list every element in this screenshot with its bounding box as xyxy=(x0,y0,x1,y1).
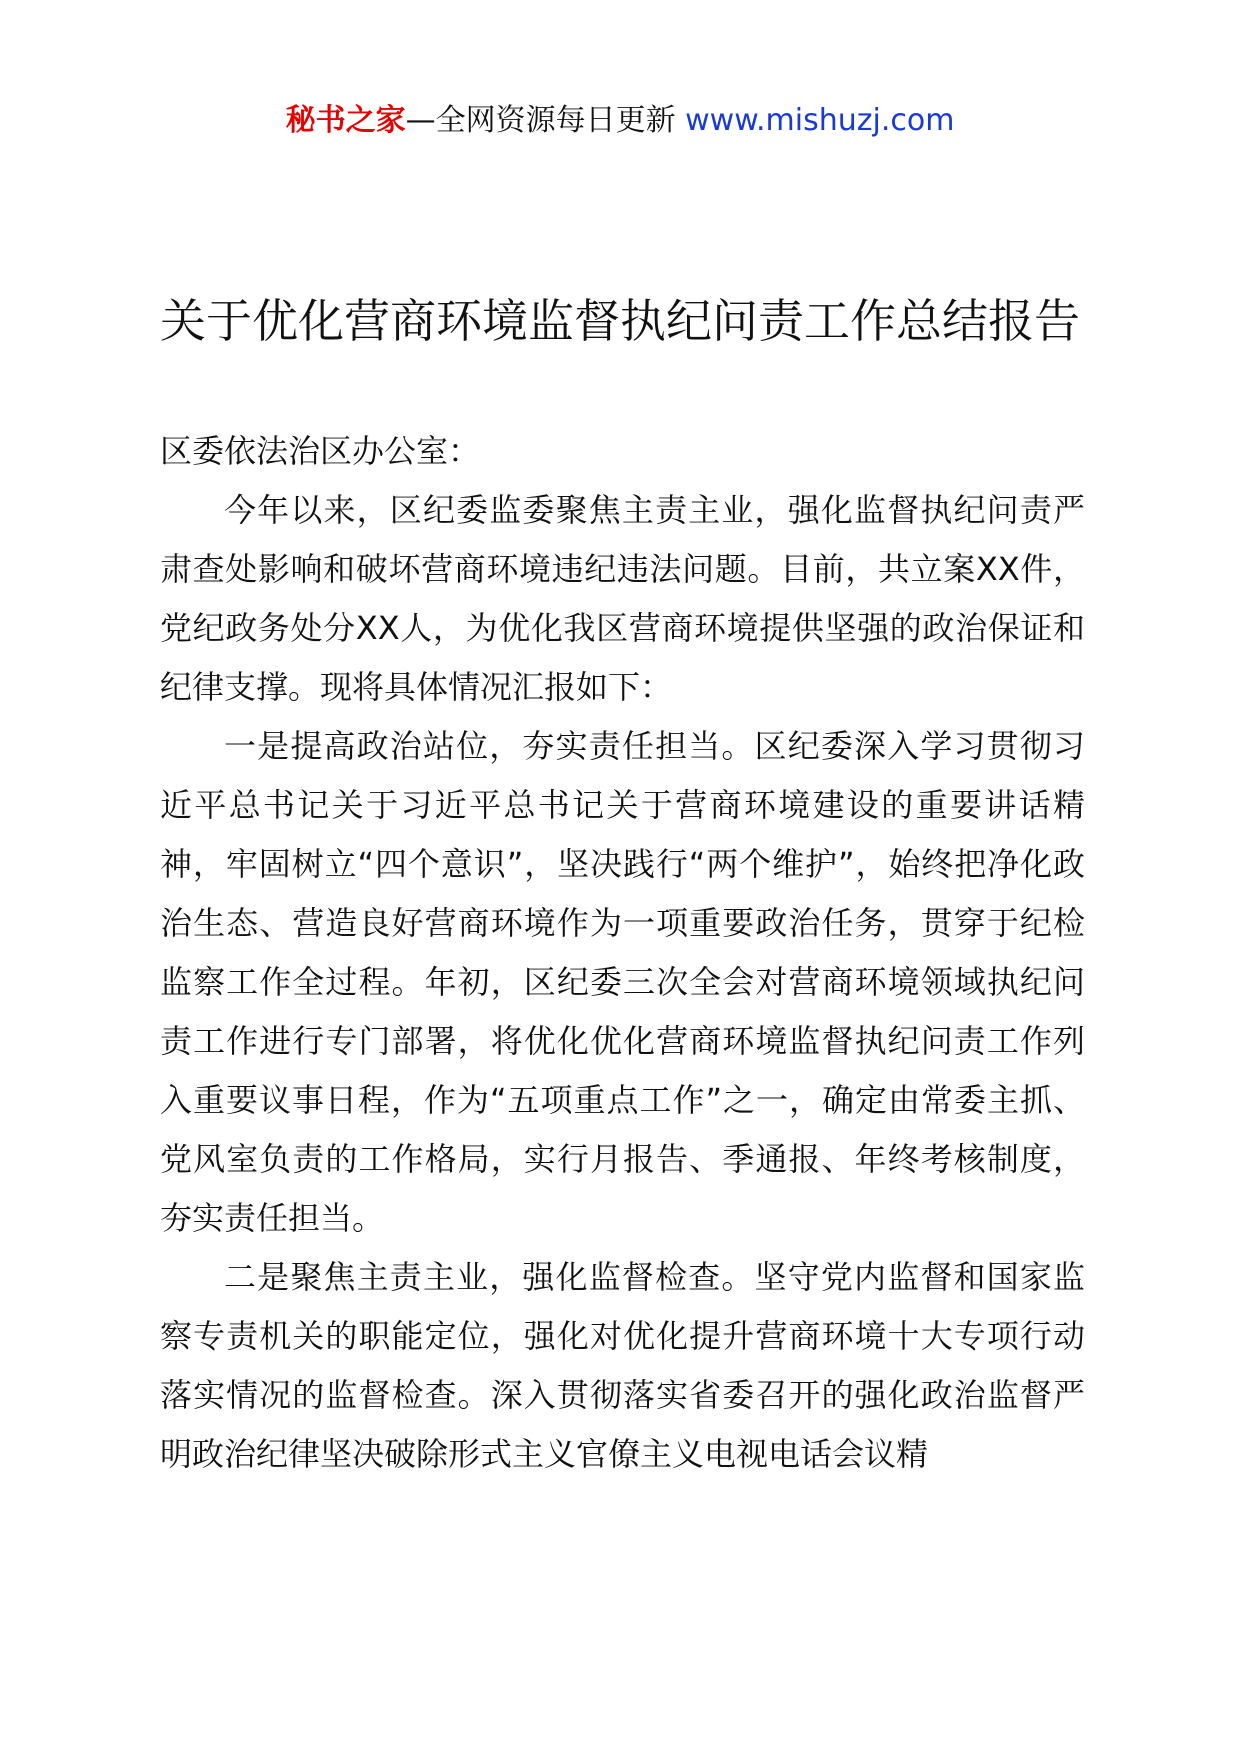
site-tagline: —全网资源每日更新 xyxy=(405,103,676,138)
document-body xyxy=(160,422,1085,1484)
body-paragraph: 今年以来，区纪委监委聚焦主责主业，强化监督执纪问责严肃查处影响和破坏营商环境违纪违法问题。目前，共立案XX件，党纪政务处分XX人，为优化我区营商环境提供坚强的政治保证和纪律支撑。现将具体情况汇报如下： xyxy=(160,491,1085,706)
site-header xyxy=(0,98,1240,144)
document-title: 关于优化营商环境监督执纪问责工作总结报告 xyxy=(160,294,1080,348)
site-url-link[interactable]: www.mishuzj.com xyxy=(685,103,955,138)
site-name: 秘书之家 xyxy=(285,103,406,138)
salutation: 区委依法治区办公室： xyxy=(160,432,481,470)
body-paragraph: 二是聚焦主责主业，强化监督检查。坚守党内监督和国家监察专责机关的职能定位，强化对优化提升营商环境十大专项行动落实情况的监督检查。深入贯彻落实省委召开的强化政治监督严明政治纪律坚决破除形式主义官僚主义电视电话会议精 xyxy=(160,1258,1085,1473)
body-paragraph: 一是提高政治站位，夯实责任担当。区纪委深入学习贯彻习近平总书记关于习近平总书记关于营商环境建设的重要讲话精神，牢固树立“四个意识”，坚决践行“两个维护”，始终把净化政治生态、营造良好营商环境作为一项重要政治任务，贯穿于纪检监察工作全过程。年初，区纪委三次全会对营商环境领域执纪问责工作进行专门部署，将优化优化营商环境监督执纪问责工作列入重要议事日程，作为“五项重点工作”之一，确定由常委主抓、党风室负责的工作格局，实行月报告、季通报、年终考核制度，夯实责任担当。 xyxy=(160,727,1085,1237)
